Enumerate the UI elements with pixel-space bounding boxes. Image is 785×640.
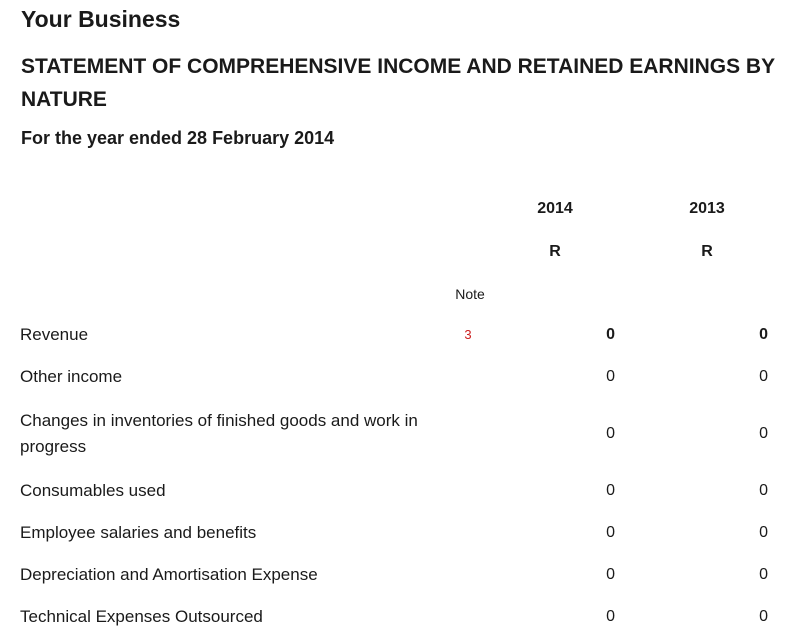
row-value-2013-other-income: 0 — [759, 368, 768, 385]
row-label-technical-expenses: Technical Expenses Outsourced — [20, 607, 263, 626]
row-label-consumables-used: Consumables used — [20, 481, 166, 500]
company-name: Your Business — [21, 6, 181, 32]
statement-title: STATEMENT OF COMPREHENSIVE INCOME AND RETAINED EARNINGS BY NATURE — [21, 55, 775, 111]
row-value-2014-other-income: 0 — [606, 368, 615, 385]
row-value-2013-changes-in-inventories: 0 — [759, 425, 768, 442]
column-year-2014: 2014 — [537, 200, 573, 217]
row-label-depreciation: Depreciation and Amortisation Expense — [20, 565, 318, 584]
row-value-2014-technical-expenses: 0 — [606, 608, 615, 625]
row-value-2013-revenue: 0 — [759, 326, 768, 343]
column-year-2013: 2013 — [689, 200, 725, 217]
row-value-2013-consumables-used: 0 — [759, 482, 768, 499]
column-unit-2014: R — [549, 243, 561, 260]
row-value-2014-depreciation: 0 — [606, 566, 615, 583]
column-unit-2013: R — [701, 243, 713, 260]
row-label-revenue: Revenue — [20, 325, 89, 344]
row-value-2014-consumables-used: 0 — [606, 482, 615, 499]
row-label-employee-salaries: Employee salaries and benefits — [20, 523, 257, 542]
row-value-2013-technical-expenses: 0 — [759, 608, 768, 625]
row-value-2013-employee-salaries: 0 — [759, 524, 768, 541]
column-note-header: Note — [455, 286, 485, 302]
row-value-2014-employee-salaries: 0 — [606, 524, 615, 541]
statement-period: For the year ended 28 February 2014 — [21, 128, 335, 148]
row-label-changes-in-inventories: Changes in inventories of finished goods and work in progress — [20, 411, 418, 456]
row-label-other-income: Other income — [20, 367, 123, 386]
row-value-2014-revenue: 0 — [606, 326, 615, 343]
row-value-2014-changes-in-inventories: 0 — [606, 425, 615, 442]
row-value-2013-depreciation: 0 — [759, 566, 768, 583]
row-note-revenue[interactable]: 3 — [464, 327, 472, 342]
